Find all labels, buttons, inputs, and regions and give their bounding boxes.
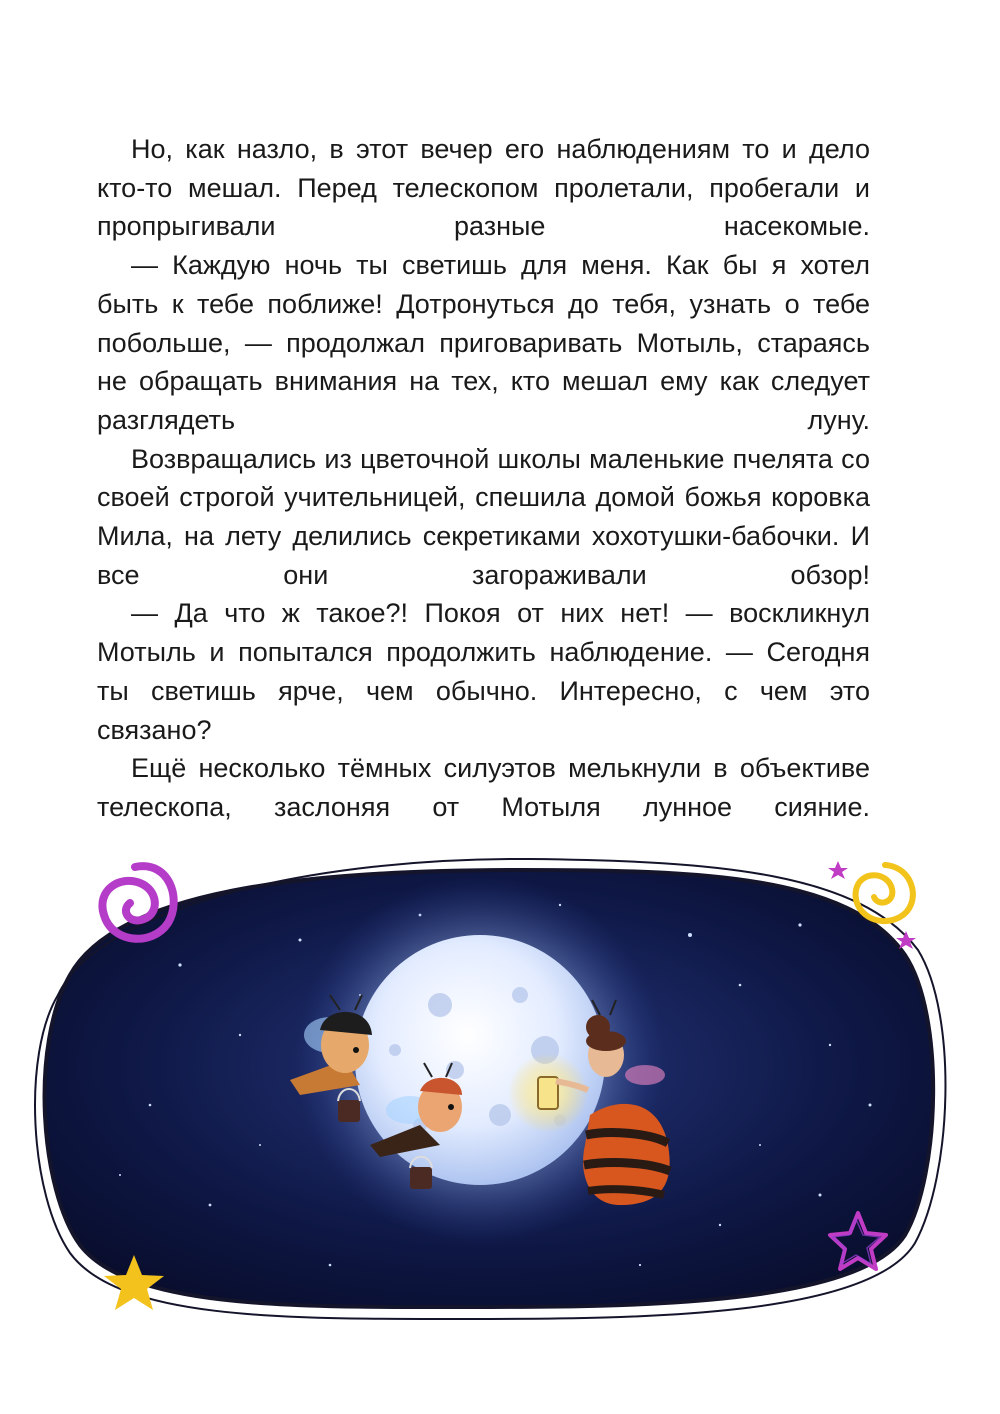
paragraph-3: Возвращались из цветочной школы маленькие пчелята со своей строгой учительницей, спешила домой божья коровка Мила, на лету делились секретиками хохотушки-бабочки. И все они загораживали обзор! (97, 443, 870, 590)
paragraph-2: — Каждую ночь ты светишь для меня. Как бы я хотел быть к тебе поближе! Дотронуться до тебя, узнать о тебе побольше, — продолжал приговаривать Мотыль, стараясь не обращать внимания на тех, кто мешал ему как следует разглядеть луну. (97, 250, 870, 435)
paragraph-4: — Да что ж такое?! Покоя от них нет! — воскликнул Мотыль и попытался продолжить наблюдение. — Сегодня ты светишь ярче, чем обычно. Интересно, с чем это связано? (97, 598, 870, 745)
pink-small-star-top (828, 861, 848, 879)
story-text (97, 130, 870, 827)
paragraph-1: Но, как назло, в этот вечер его наблюдениям то и дело кто-то мешал. Перед телескопом пролетали, пробегали и пропрыгивали разные насекомые. (97, 134, 870, 242)
illustration-svg (0, 845, 1000, 1325)
paragraph-5: Ещё несколько тёмных силуэтов мелькнули в объективе телескопа, заслоняя от Мотыля лунное сияние. (97, 753, 870, 822)
moon-illustration (0, 845, 1000, 1325)
yellow-swirl-decoration (856, 865, 913, 921)
